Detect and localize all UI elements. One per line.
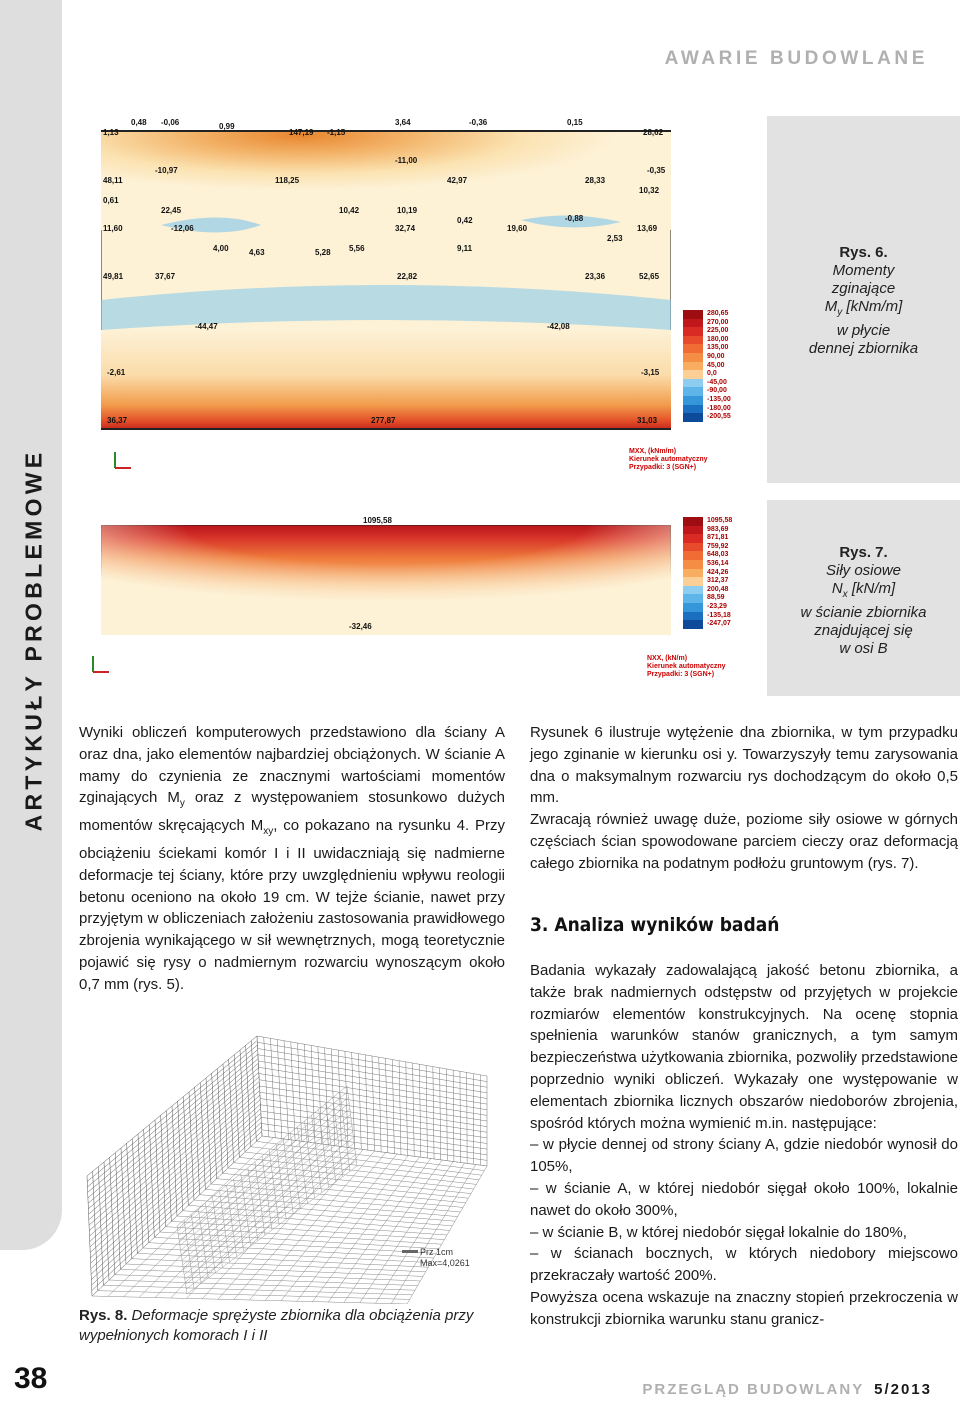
legend-label: 45,00 — [707, 361, 725, 369]
axial-force-contour-plot — [101, 525, 671, 635]
legend-swatch — [683, 560, 703, 569]
legend-swatch — [683, 620, 703, 629]
legend-row — [683, 620, 732, 629]
plot-value: -3,15 — [641, 368, 660, 377]
legend-label: 200,48 — [707, 585, 729, 593]
legend-swatch — [683, 327, 703, 336]
plot-value: 4,00 — [213, 244, 229, 253]
paragraph: Powyższa ocena wskazuje na znaczny stopień przekroczenia w konstrukcji zbiornika warunku stanu granicz- — [530, 1288, 958, 1328]
legend-row — [683, 327, 731, 336]
caption-symbol: N — [831, 580, 843, 597]
legend-swatch — [683, 310, 703, 319]
text-run: oraz z występowaniem stosunkowo dużych momentów skręcających M — [79, 789, 505, 835]
plot-value: -42,08 — [547, 322, 570, 331]
legend-row — [683, 560, 732, 569]
plot-value: -32,46 — [349, 622, 372, 631]
plot-value: 4,63 — [249, 248, 265, 257]
paragraph: Zwracają również uwagę duże, poziome siły osiowe w górnych częściach ścian spowodowane parciem cieczy oraz deformacją całego zbiornika na podatnym podłożu gruntowym (rys. 7). — [530, 811, 958, 872]
issue-number: 5/2013 — [874, 1381, 932, 1398]
caption-unit: [kNm/m] — [842, 298, 903, 315]
legend-label: -90,00 — [707, 387, 727, 395]
plot-value: 1,13 — [103, 128, 119, 137]
caption-line: znajdującej się — [814, 622, 913, 639]
section-heading: 3. Analiza wyników badań — [530, 914, 780, 936]
legend-row — [683, 336, 731, 345]
legend-row — [683, 353, 731, 362]
paragraph: Badania wykazały zadowalającą jakość betonu zbiornika, a także brak nadmiernych odstępstw od przyjętych w projekcie rozmiarów elementów konstrukcyjnych. Na ocenę stopnia spełnienia warunków stanów granicznych, a tym samym bezpieczeństwa użytkowania zbiornika, pozwoliły przedstawione poprzednio wyniki obliczeń. Wykazały one występowanie w elementach zbiornika licznych obszarów niedoborów zbrojenia, spośród których można wymienić m.in. następujące: — [530, 962, 958, 1132]
plot-value: 0,99 — [219, 122, 235, 131]
legend-swatch — [683, 370, 703, 379]
list-item: – w ścianie B, w której niedobór sięgał lokalnie do 180%, — [530, 1223, 907, 1241]
legend-row — [683, 534, 732, 543]
footer — [642, 1381, 932, 1398]
legend-label: 1095,58 — [707, 517, 733, 524]
plot-value: 0,61 — [103, 196, 119, 205]
figure-6-caption-box — [767, 116, 960, 483]
caption-line: w ścianie zbiornika — [800, 604, 927, 621]
axis-triad-icon — [89, 652, 113, 676]
plot-value: 13,69 — [637, 224, 658, 233]
figure-6-caption — [767, 244, 960, 358]
plot-value: 28,33 — [585, 176, 606, 185]
color-legend — [683, 310, 731, 422]
legend-swatch — [683, 586, 703, 595]
legend-info-line: Przypadki: 3 (SGN+) — [647, 671, 715, 678]
legend-swatch — [683, 577, 703, 586]
right-column-text — [530, 722, 958, 875]
plot-value: 2,53 — [607, 234, 623, 243]
plot-value: 42,97 — [447, 176, 468, 185]
caption-line: dennej zbiornika — [808, 340, 919, 357]
legend-info-line: MXX, (kNm/m) — [629, 448, 677, 455]
figure-7-caption — [767, 544, 960, 658]
subscript: y — [179, 798, 185, 810]
legend-swatch — [683, 413, 703, 422]
legend-label: 135,00 — [707, 344, 729, 352]
mesh-legend-line: Prz 1cm — [420, 1247, 454, 1257]
legend-row — [683, 310, 731, 319]
plot-value: 19,60 — [507, 224, 528, 233]
plot-value: 10,42 — [339, 206, 360, 215]
plot-value: 22,82 — [397, 272, 418, 281]
list-item: – w płycie dennej od strony ściany A, gdzie niedobór wynosił do 105%, — [530, 1136, 958, 1176]
plot-value: 11,60 — [103, 224, 123, 233]
legend-label: 180,00 — [707, 335, 729, 343]
axis-triad-icon — [111, 448, 135, 472]
plot-value: 32,74 — [395, 224, 416, 233]
legend-swatch — [683, 612, 703, 621]
legend-label: -180,00 — [707, 404, 731, 412]
legend-label: 983,69 — [707, 525, 729, 533]
caption-subscript: y — [837, 307, 843, 318]
legend-label: -135,00 — [707, 395, 731, 403]
scale-arrow — [402, 1250, 418, 1253]
legend-label: -247,07 — [707, 620, 731, 628]
caption-line — [767, 298, 960, 322]
figure-7-label: Rys. 7. — [839, 544, 888, 561]
legend-swatch — [683, 569, 703, 578]
legend-row — [683, 379, 731, 388]
legend-label: 225,00 — [707, 327, 729, 335]
caption-line — [767, 580, 960, 604]
legend-swatch — [683, 319, 703, 328]
legend-swatch — [683, 543, 703, 552]
subscript: xy — [263, 826, 274, 838]
legend-info-line: Kierunek automatyczny — [647, 663, 726, 670]
section-label: ARTYKUŁY PROBLEMOWE — [20, 448, 47, 832]
legend-row — [683, 319, 731, 328]
legend-info-line: Kierunek automatyczny — [629, 456, 708, 463]
plot-value: -0,35 — [647, 166, 666, 175]
plot-value: 118,25 — [275, 176, 300, 185]
figure-6 — [77, 100, 767, 483]
legend-label: 88,59 — [707, 594, 725, 602]
legend-row — [683, 517, 732, 526]
legend-info-line: NXX, (kN/m) — [647, 655, 688, 662]
legend-label: 280,65 — [707, 310, 729, 317]
legend-row — [683, 362, 731, 371]
caption-line: zginające — [831, 280, 896, 297]
text-run: Wyniki obliczeń komputerowych przedstawiono dla ściany A oraz dna, jako elementów najbardziej obciążonych. W ścianie A mamy do czynienia ze znacznymi wartościami momentów zginających M — [79, 724, 505, 807]
plot-value: 49,81 — [103, 272, 124, 281]
plot-value: 31,03 — [637, 416, 658, 425]
plot-value: -0,88 — [565, 214, 584, 223]
legend-row — [683, 405, 731, 414]
list-item: – w ścianach bocznych, w których niedobory miejscowo przekraczały wartość 200%. — [530, 1245, 958, 1285]
plot-value: 0,15 — [567, 118, 583, 127]
legend-row — [683, 413, 731, 422]
figure-8-caption — [79, 1306, 505, 1346]
caption-line: Siły osiowe — [825, 562, 902, 579]
plot-value: 48,11 — [103, 176, 123, 185]
plot-value: 277,87 — [371, 416, 396, 425]
legend-swatch — [683, 387, 703, 396]
color-legend — [683, 517, 732, 629]
legend-row — [683, 344, 731, 353]
legend-label: -200,55 — [707, 413, 731, 421]
plot-value: 10,19 — [397, 206, 418, 215]
right-column-text-2 — [530, 960, 958, 1331]
legend-info — [629, 448, 708, 472]
caption-line: w osi B — [839, 640, 888, 657]
legend-row — [683, 594, 732, 603]
caption-line: w płycie — [836, 322, 891, 339]
legend-row — [683, 612, 732, 621]
caption-unit: [kN/m] — [847, 580, 896, 597]
legend-info-line: Przypadki: 3 (SGN+) — [629, 464, 697, 471]
plot-value: 5,56 — [349, 244, 365, 253]
legend-label: 759,92 — [707, 542, 729, 550]
legend-label: 871,81 — [707, 534, 729, 542]
plot-value: -44,47 — [195, 322, 218, 331]
plot-value: 147,19 — [289, 128, 314, 137]
plot-value: 3,64 — [395, 118, 411, 127]
left-column-text — [79, 722, 505, 996]
legend-row — [683, 586, 732, 595]
legend-row — [683, 370, 731, 379]
legend-info — [647, 655, 726, 679]
plot-value: -0,36 — [469, 118, 488, 127]
plot-value: 36,37 — [107, 416, 128, 425]
legend-label: 648,03 — [707, 551, 729, 559]
plot-value: 52,65 — [639, 272, 660, 281]
paragraph: Rysunek 6 ilustruje wytężenie dna zbiornika, w tym przypadku jego zginanie w kierunku osi y. Towarzyszyły temu zarysowania dna o maksymalnym rozwarciu rys dochodzącym do około 0,5 mm. — [530, 724, 958, 807]
legend-swatch — [683, 603, 703, 612]
legend-row — [683, 577, 732, 586]
plot-value: -0,06 — [161, 118, 180, 127]
legend-swatch — [683, 526, 703, 535]
paragraph — [79, 722, 505, 996]
legend-label: 536,14 — [707, 559, 729, 567]
legend-label: 312,37 — [707, 577, 729, 585]
figure-7-caption-box — [767, 500, 960, 696]
legend-row — [683, 396, 731, 405]
plot-value: 10,32 — [639, 186, 660, 195]
legend-swatch — [683, 379, 703, 388]
plot-value: 5,28 — [315, 248, 331, 257]
legend-row — [683, 387, 731, 396]
journal-name: PRZEGLĄD BUDOWLANY — [642, 1381, 864, 1398]
figure-8-label: Rys. 8. — [79, 1307, 128, 1324]
legend-row — [683, 543, 732, 552]
legend-label: 424,26 — [707, 568, 729, 576]
legend-swatch — [683, 353, 703, 362]
legend-label: -45,00 — [707, 378, 727, 386]
legend-label: -23,29 — [707, 602, 727, 610]
figure-8-caption-text: Deformacje sprężyste zbiornika dla obciążenia przy wypełnionych komorach I i II — [79, 1307, 474, 1344]
mesh-legend-line: Max=4,0261 — [420, 1258, 470, 1268]
plot-value: 0,42 — [457, 216, 473, 225]
header-title: AWARIE BUDOWLANE — [664, 48, 928, 69]
plot-value: 23,36 — [585, 272, 606, 281]
legend-label: -135,18 — [707, 611, 731, 619]
legend-row — [683, 603, 732, 612]
legend-swatch — [683, 405, 703, 414]
plot-value: 28,62 — [643, 128, 664, 137]
legend-label: 90,00 — [707, 352, 725, 360]
caption-line: Momenty — [832, 262, 895, 279]
legend-row — [683, 569, 732, 578]
legend-label: 0,0 — [707, 370, 717, 378]
legend-swatch — [683, 594, 703, 603]
legend-label: 270,00 — [707, 318, 729, 326]
legend-row — [683, 526, 732, 535]
legend-swatch — [683, 517, 703, 526]
legend-swatch — [683, 344, 703, 353]
plot-value: 22,45 — [161, 206, 182, 215]
figure-7 — [77, 500, 767, 696]
mesh-legend — [420, 1247, 470, 1269]
legend-swatch — [683, 551, 703, 560]
plot-value: -12,06 — [171, 224, 194, 233]
plot-value: 9,11 — [457, 244, 473, 253]
legend-swatch — [683, 336, 703, 345]
legend-swatch — [683, 362, 703, 371]
legend-row — [683, 551, 732, 560]
plot-value: 37,67 — [155, 272, 176, 281]
caption-symbol: M — [824, 298, 838, 315]
plot-value: -11,00 — [395, 156, 418, 165]
plot-value: -1,15 — [327, 128, 346, 137]
legend-swatch — [683, 396, 703, 405]
plot-value: -10,97 — [155, 166, 178, 175]
figure-6-label: Rys. 6. — [839, 244, 888, 261]
legend-swatch — [683, 534, 703, 543]
plot-value: 0,48 — [131, 118, 147, 127]
caption-subscript: x — [842, 589, 848, 600]
list-item: – w ścianie A, w której niedobór sięgał około 100%, lokalnie nawet do około 300%, — [530, 1179, 958, 1219]
page-number: 38 — [14, 1362, 48, 1395]
plot-value: -2,61 — [107, 368, 126, 377]
text-run: , co pokazano na rysunku 4. Przy obciążeniu ściekami komór I i II uwidaczniają się nadmierne deformacje tej ściany, które przy uwzględnieniu wpływu reologii betonu oceniono na około 19 cm. W tejże ścianie, nawet przy przyjętym w obliczeniach założeniu zastosowania prawidłowego zbrojenia wynikającego w sił wewnętrznych, mogą teoretycznie pojawić się rysy o nadmiernym rozwarciu wynoszącym około 0,7 mm (rys. 5). — [79, 817, 505, 993]
plot-value: 1095,58 — [363, 516, 392, 525]
